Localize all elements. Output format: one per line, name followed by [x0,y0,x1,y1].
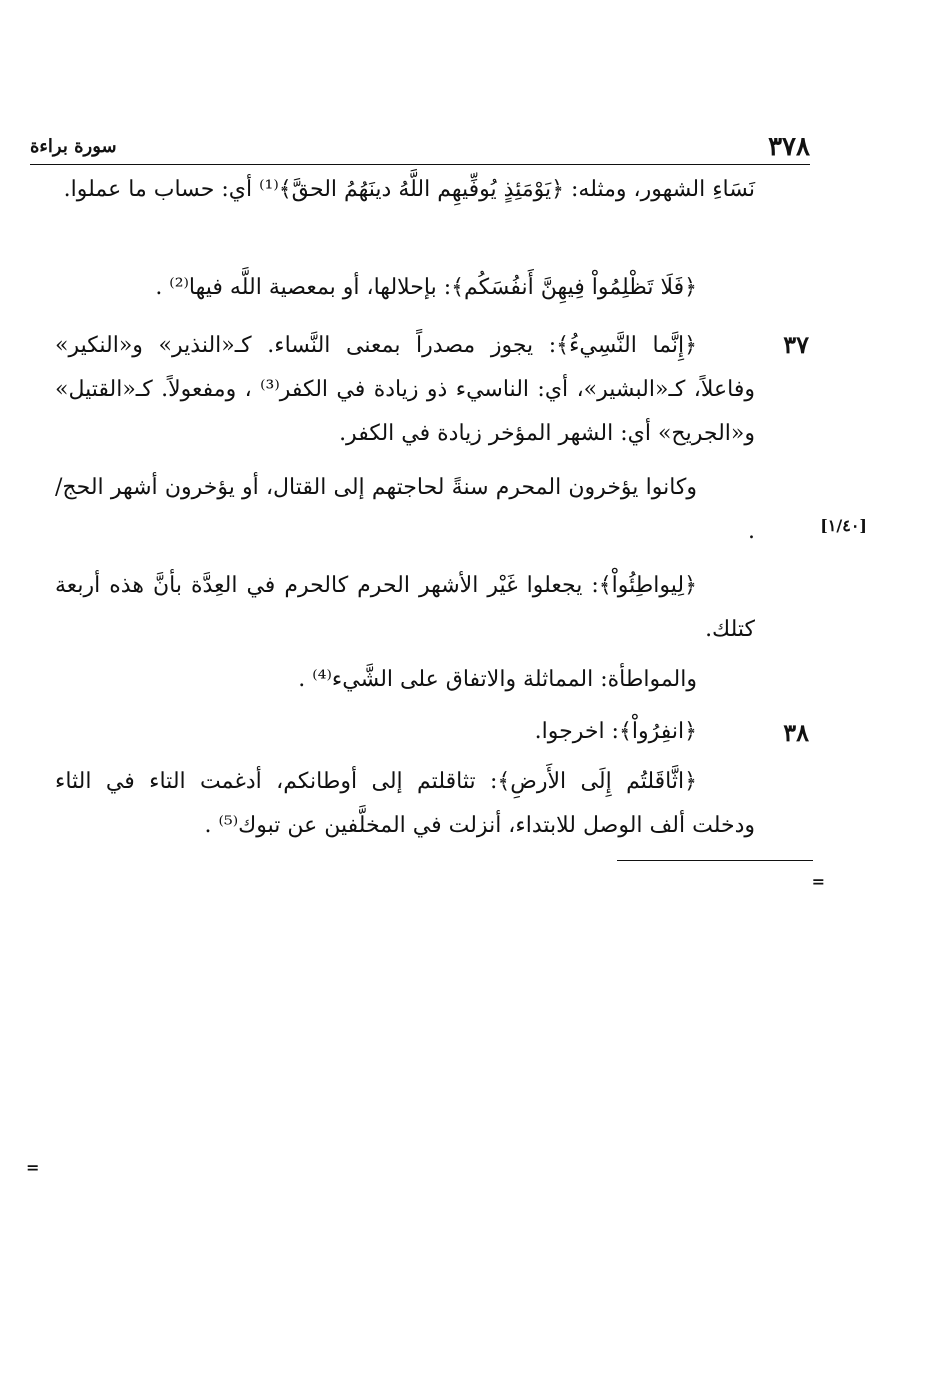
verse-number-38: ٣٨ [783,718,809,747]
footnote-continuation-mark: = [811,872,825,891]
paragraph-4: وكانوا يؤخرون المحرم سنةً لحاجتهم إلى القتال، أو يؤخرون أشهر الحج/ . [55,475,755,544]
running-header [30,128,810,165]
margin-page-reference: [١/٤٠] [820,516,867,535]
footnote-continues-mark: = [26,1158,40,1177]
paragraph-2: ﴿فَلَا تَظْلِمُواْ فِيهِنَّ أَنفُسَكُم﴾: بإحلالها، أو بمعصية اللَّه فيها⁽²⁾ . [155,275,697,300]
paragraph-7: ﴿انفِرُواْ﴾: اخرجوا. [534,719,697,744]
paragraph-5: ﴿لِيواطِئُواْ﴾: يجعلوا غَيْر الأشهر الحرم كالحرم في العِدَّة بأنَّ هذه أربعة كتلك. [55,573,755,642]
paragraph-1: نَسَاءِ الشهور، ومثله: ﴿يَوْمَئِذٍ يُوفِّيهِم اللَّهُ دينَهُمُ الحقَّ﴾⁽¹⁾ أي: حساب ما عملوا. [63,177,755,202]
paragraph-6: والمواطأة: المماثلة والاتفاق على الشَّيء⁽⁴⁾ . [298,667,697,692]
verse-number-37: ٣٧ [783,330,809,359]
paragraph-3: ﴿إِنَّما النَّسِيءُ﴾: يجوز مصدراً بمعنى النَّساء. كـ«النذير» و«النكير» وفاعلاً، كـ«البشير»، أي: الناسيء ذو زيادة في الكفر⁽³⁾ ، ومفعولاً. كـ«القتيل» و«الجريح» أي: الشهر المؤخر زيادة في الكفر. [55,333,755,446]
footnote-separator [617,860,813,861]
running-title: سورة براءة [30,136,117,157]
page-number: ٣٧٨ [768,132,810,162]
paragraph-8: ﴿اثَّاقَلتُم إِلَى الأَرضِ﴾: تثاقلتم إلى أوطانكم، أدغمت التاء في الثاء ودخلت ألف الوصل للابتداء، أنزلت في المخلَّفين عن تبوك⁽⁵⁾ . [55,769,755,838]
